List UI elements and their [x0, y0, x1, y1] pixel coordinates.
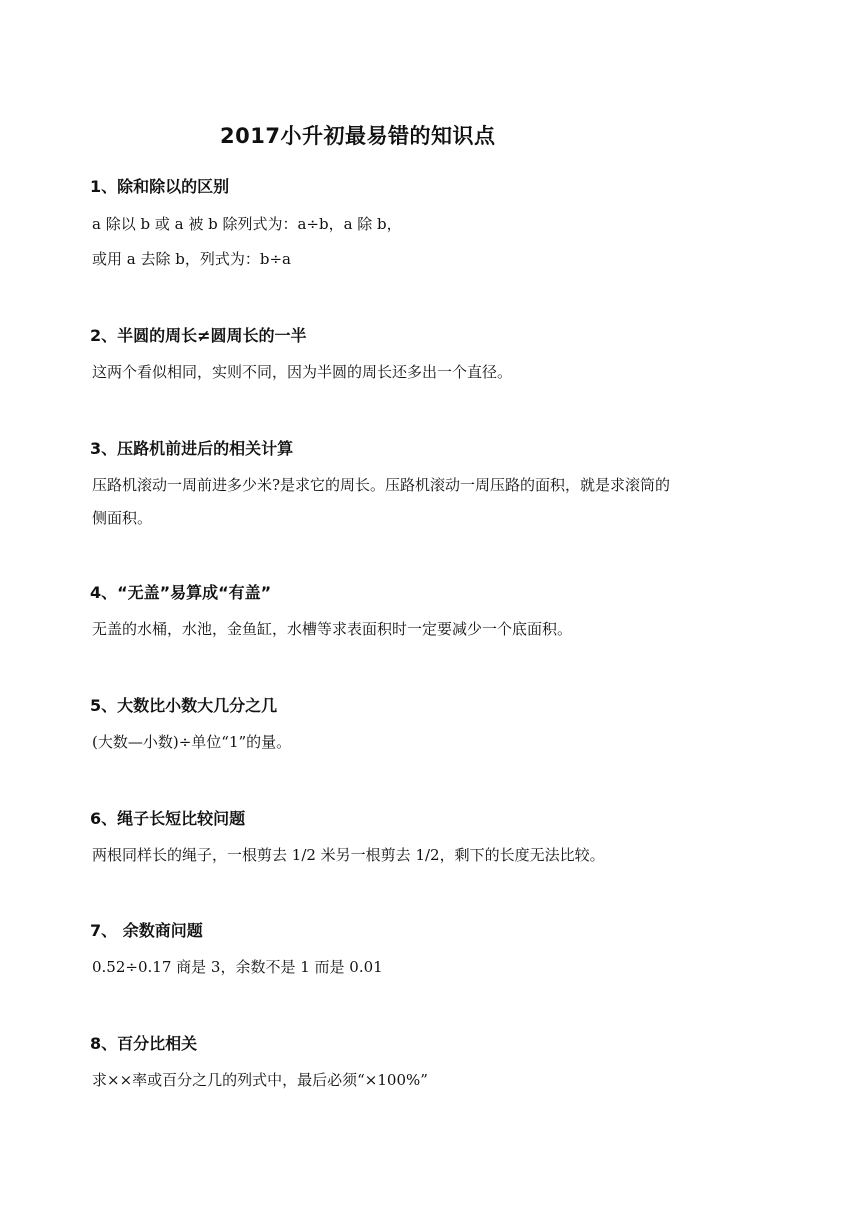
- section-5-line-1: (大数—小数)÷单位“1”的量。: [92, 733, 292, 751]
- section-heading-6: 6、绳子长短比较问题: [90, 809, 246, 828]
- section-3-line-1: 压路机滚动一周前进多少米?是求它的周长。压路机滚动一周压路的面积，就是求滚筒的: [92, 476, 671, 494]
- section-heading-7: 7、 余数商问题: [90, 921, 203, 940]
- section-heading-2: 2、半圆的周长≠圆周长的一半: [90, 326, 307, 345]
- section-heading-5: 5、大数比小数大几分之几: [90, 696, 278, 715]
- section-1-line-2: 或用 a 去除 b，列式为：b÷a: [92, 250, 291, 268]
- section-heading-1: 1、除和除以的区别: [90, 177, 230, 196]
- section-8-line-1: 求××率或百分之几的列式中，最后必须“×100%”: [92, 1071, 428, 1089]
- page-title: 2017小升初最易错的知识点: [220, 124, 496, 148]
- section-1-line-1: a 除以 b 或 a 被 b 除列式为：a÷b，a 除 b，: [92, 215, 402, 233]
- section-heading-8: 8、百分比相关: [90, 1034, 198, 1053]
- section-3-line-2: 侧面积。: [92, 509, 153, 527]
- section-6-line-1: 两根同样长的绳子，一根剪去 1/2 米另一根剪去 1/2，剩下的长度无法比较。: [92, 846, 605, 864]
- section-heading-4: 4、“无盖”易算成“有盖”: [90, 583, 272, 602]
- section-7-line-1: 0.52÷0.17 商是 3，余数不是 1 而是 0.01: [92, 958, 383, 976]
- section-2-line-1: 这两个看似相同，实则不同，因为半圆的周长还多出一个直径。: [92, 363, 513, 381]
- section-4-line-1: 无盖的水桶，水池，金鱼缸，水槽等求表面积时一定要减少一个底面积。: [92, 620, 573, 638]
- section-heading-3: 3、压路机前进后的相关计算: [90, 439, 294, 458]
